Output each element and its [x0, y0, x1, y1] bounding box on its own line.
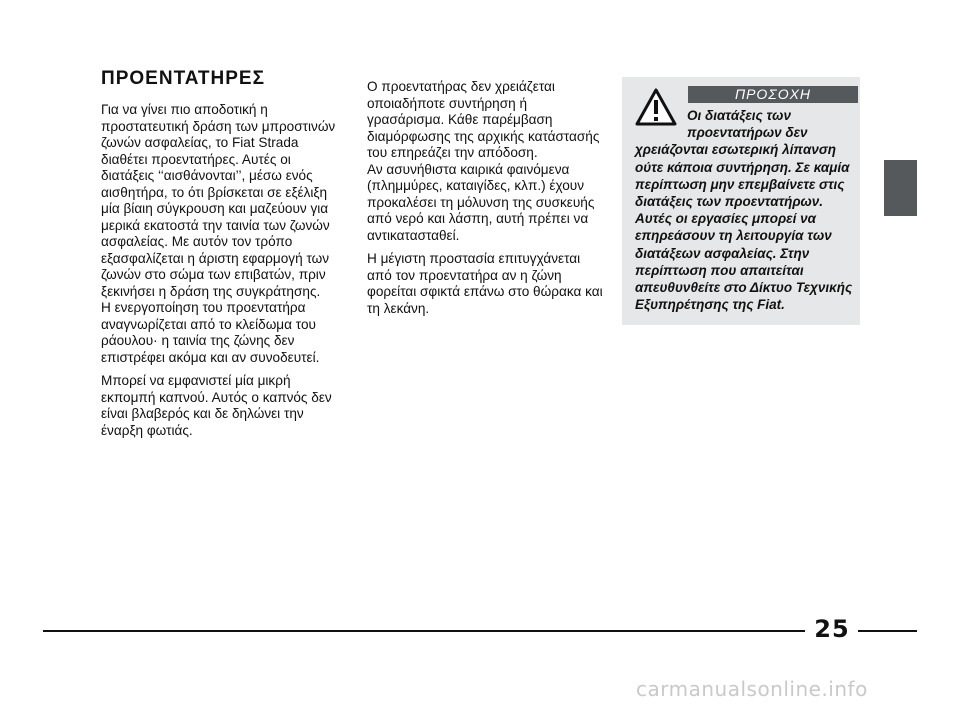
- warning-text-body: χρειάζονται εσωτερική λίπανση ούτε κάποια συντήρηση. Σε καμία περίπτωση μην επεμβαίνετε στις διατάξεις των προεντατήρων. Αυτές οι εργασίες μπορεί να επηρεάσουν τη λειτουργία των διατάξεων ασφαλείας. Στην περίπτωση που απαιτείται απευθυνθείτε στο Δίκτυο Τεχνικής Εξυπηρέτησης της Fiat.: [635, 142, 853, 313]
- smoke-paragraph: Μπορεί να εμφανιστεί μία μικρή εκπομπή καπνού. Αυτός ο καπνός δεν είναι βλαβερός και δε δηλώνει την έναρξη φωτιάς.: [101, 373, 332, 438]
- warning-box: [622, 77, 860, 325]
- middle-text-column: [367, 79, 607, 317]
- left-text-column: [101, 68, 346, 439]
- contamination-paragraph: Αν ασυνήθιστα καιρικά φαινόμενα (πλημμύρες, καταιγίδες, κλπ.) έχουν προκαλέσει τη μόλυνση της συσκευής από νερό και λάσπη, αυτή πρέπει να αντικατασταθεί.: [367, 161, 595, 243]
- intro-paragraph: Για να γίνει πιο αποδοτική η προστατευτική δράση των μπροστινών ζωνών ασφαλείας, το Fiat Strada διαθέτει προεντατήρες. Αυτές οι διατάξεις ‘‘αισθάνονται’’, μέσω ενός αισθητήρα, το ότι βρίσκεται σε εξέλιξη μία βίαιη σύγκρουση και μαζεύουν για μερικά εκατοστά την ταινία των ζωνών ασφαλείας. Με αυτόν τον τρόπο εξασφαλίζεται η άριστη εφαρμογή των ζωνών στο σώμα των επιβατών, πριν ξεκινήσει η δράση της συγκράτησης.: [101, 102, 336, 299]
- protection-paragraph: Η μέγιστη προστασία επιτυγχάνεται από τον προεντατήρα αν η ζώνη φορείται σφικτά επάνω στο θώρακα και τη λεκάνη.: [367, 251, 603, 316]
- watermark: carmanualsonline.info: [636, 677, 868, 701]
- section-title: ΠΡΟΕΝΤΑΤΗΡΕΣ: [101, 68, 265, 89]
- warning-text: [635, 107, 857, 313]
- footer-rule-left: [43, 630, 805, 632]
- warning-header: ΠΡΟΣΟΧΗ: [688, 86, 858, 103]
- activation-paragraph: Η ενεργοποίηση του προεντατήρα αναγνωρίζεται από το κλείδωμα του ράουλου· η ταινία της ζώνης δεν επιστρέφει ακόμα και αν συνοδευτεί.: [101, 300, 320, 365]
- footer-rule-right: [858, 630, 917, 632]
- chapter-tab: [884, 160, 917, 216]
- page-number: 25: [814, 615, 850, 643]
- maintenance-paragraph: Ο προεντατήρας δεν χρειάζεται οποιαδήποτε συντήρηση ή γρασάρισμα. Κάθε παρέμβαση διαμόρφωσης της αρχικής κατάστασής του επηρεάζει την απόδοση.: [367, 79, 600, 160]
- warning-text-intro: Οι διατάξεις των προεντατήρων δεν: [687, 108, 808, 141]
